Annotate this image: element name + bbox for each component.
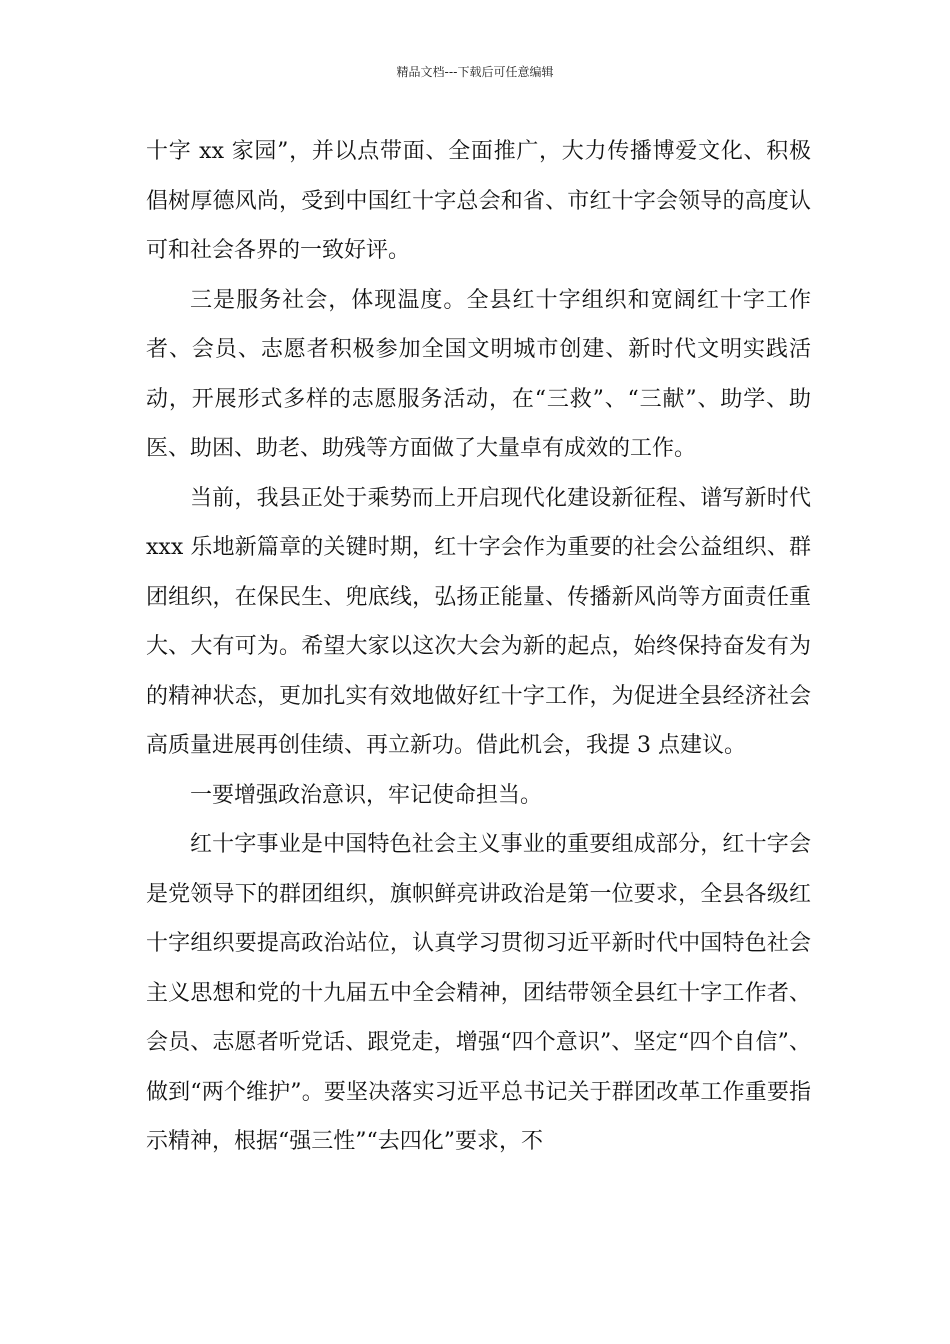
page-header: 精品文档---下载后可任意编辑 xyxy=(396,65,554,79)
paragraph-service-society: 三是服务社会，体现温度。全县红十字组织和宽阔红十字工作者、会员、志愿者积极参加全国文明城市创建、新时代文明实践活动，开展形式多样的志愿服务活动，在“三救”、“三献”、助学、助医、助困、助老、助残等方面做了大量卓有成效的工作。 xyxy=(146,287,811,461)
paragraph-current-situation: 当前，我县正处于乘势而上开启现代化建设新征程、谱写新时代 xxx 乐地新篇章的关键时期，红十字会作为重要的社会公益组织、群团组织，在保民生、兜底线，弘扬正能量、传播新风尚等方面责任重大、大有可为。希望大家以这次大会为新的起点，始终保持奋发有为的精神状态，更加扎实有效地做好红十字工作，为促进全县经济社会高质量进展再创佳绩、再立新功。借此机会，我提 3 点建议。 xyxy=(146,485,811,758)
paragraph-continuation: 十字 xx 家园”，并以点带面、全面推广，大力传播博爱文化、积极倡树厚德风尚，受到中国红十字总会和省、市红十字会领导的高度认可和社会各界的一致好评。 xyxy=(146,139,811,263)
document-body xyxy=(146,127,811,1167)
paragraph-red-cross-cause: 红十字事业是中国特色社会主义事业的重要组成部分，红十字会是党领导下的群团组织，旗帜鲜亮讲政治是第一位要求，全县各级红十字组织要提高政治站位，认真学习贯彻习近平新时代中国特色社会主义思想和党的十九届五中全会精神，团结带领全县红十字工作者、会员、志愿者听党话、跟党走，增强“四个意识”、坚定“四个自信”、做到“两个维护”。要坚决落实习近平总书记关于群团改革工作重要指示精神，根据“强三性”“去四化”要求，不 xyxy=(146,832,811,1154)
section-heading-political-awareness: 一要增强政治意识，牢记使命担当。 xyxy=(190,782,543,808)
